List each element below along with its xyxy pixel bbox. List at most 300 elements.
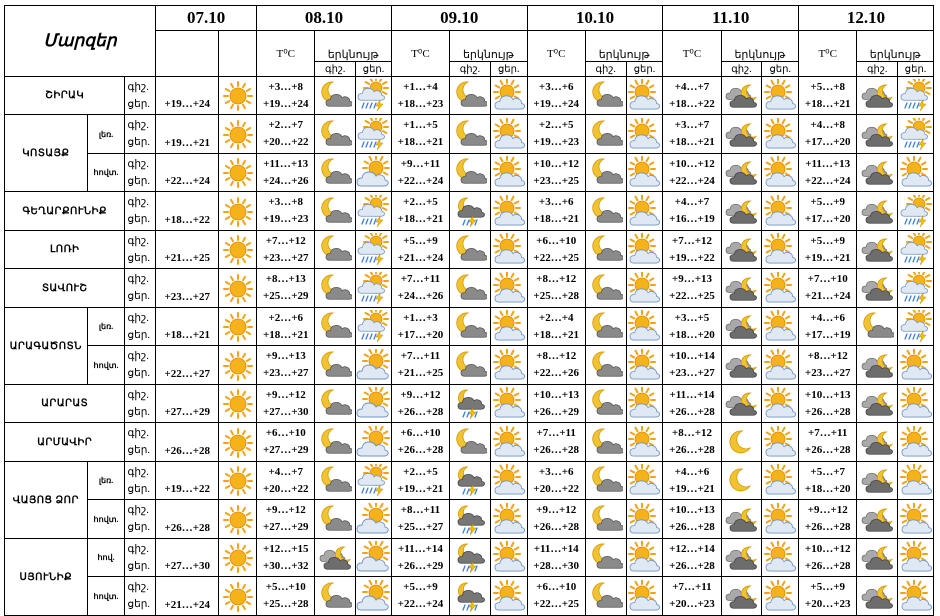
temp-range: +3…+6 +20…+22 xyxy=(527,462,585,500)
temp-range: +6…+10 +26…+28 xyxy=(391,423,449,462)
zone-label: հովտ. xyxy=(87,577,125,616)
sky-day-cell xyxy=(762,269,799,308)
sun-cloud-icon xyxy=(627,349,661,382)
sky-day-cell xyxy=(626,577,663,616)
temp-range: +11…+13 +24…+26 xyxy=(257,154,315,192)
moon-cloud-icon xyxy=(589,233,623,266)
sun-cloud-icon xyxy=(763,541,797,574)
moon-cloud-icon xyxy=(589,464,623,497)
temp-range: +2…+7 +20…+22 xyxy=(257,115,315,154)
moon-dark-cloud-icon xyxy=(724,310,758,343)
temp-range: +7…+11 +20…+23 xyxy=(663,577,721,616)
sun-cloud-rain-icon xyxy=(899,272,933,305)
sun-cloud-icon xyxy=(763,580,797,613)
sky-night-cell xyxy=(721,423,762,462)
sky-day-cell xyxy=(356,231,392,269)
sky-night-cell xyxy=(857,577,898,616)
sky-day-cell xyxy=(626,192,663,231)
moon-dark-cloud-icon xyxy=(724,387,758,420)
sun-icon xyxy=(221,310,255,343)
sun-cloud-icon xyxy=(492,580,526,613)
sky-night-cell xyxy=(450,231,491,269)
temp-range: +11…+14 +26…+28 xyxy=(663,385,721,423)
temp-header: T⁰C xyxy=(257,31,315,77)
temp-range: +9…+12 +26…+28 xyxy=(527,500,585,539)
sun-cloud-icon xyxy=(763,233,797,266)
sky-night-cell xyxy=(721,154,762,192)
sky-night-cell xyxy=(315,577,356,616)
night-header: գիշ. xyxy=(721,62,762,77)
sky-night-cell xyxy=(721,462,762,500)
moon-rain-icon xyxy=(453,387,487,420)
sky-day-cell xyxy=(898,423,934,462)
sun-big-cloud-icon xyxy=(356,541,390,574)
moon-rain-icon xyxy=(453,503,487,536)
sky-cell xyxy=(219,77,257,115)
temp-range: +9…+13 +23…+27 xyxy=(257,346,315,385)
sky-night-cell xyxy=(315,77,356,115)
zone-label: հովտ. xyxy=(87,500,125,539)
temp-range: +3…+7 +18…+21 xyxy=(663,115,721,154)
temp-range: +10…+12 +22…+24 xyxy=(663,154,721,192)
sun-cloud-icon xyxy=(899,503,933,536)
temp-range: +3…+8 +19…+24 xyxy=(257,77,315,115)
temp-range: +10…+12 +23…+25 xyxy=(527,154,585,192)
table-row xyxy=(5,500,934,539)
moon-dark-cloud-icon xyxy=(860,387,894,420)
period-labels: գիշ. ցեր. xyxy=(125,192,156,231)
sun-cloud-icon xyxy=(899,580,933,613)
sun-big-cloud-icon xyxy=(356,387,390,420)
sky-cell xyxy=(219,539,257,577)
temp-range: +5…+9 +17…+20 xyxy=(799,192,857,231)
temp-range: +27…+29 xyxy=(156,385,219,423)
forecast-table xyxy=(4,5,934,616)
moon-cloud-icon xyxy=(589,272,623,305)
temp-range: +2…+4 +18…+21 xyxy=(527,308,585,346)
sun-icon xyxy=(221,195,255,228)
sun-cloud-rain-icon xyxy=(356,233,390,266)
temp-range: +12…+14 +26…+28 xyxy=(663,539,721,577)
date-header: 08.10 xyxy=(257,6,392,31)
sky-night-cell xyxy=(315,539,356,577)
sky-cell xyxy=(219,500,257,539)
temp-range: +18…+22 xyxy=(156,192,219,231)
moon-dark-cloud-icon xyxy=(860,349,894,382)
sky-day-cell xyxy=(356,577,392,616)
region-name: ՎԱՅՈՑ ՁՈՐ xyxy=(5,462,88,539)
sun-big-cloud-icon xyxy=(356,156,390,189)
region-name: ԿՈՏԱՅՔ xyxy=(5,115,88,192)
temp-range: +7…+11 +24…+26 xyxy=(391,269,449,308)
sky-day-cell xyxy=(762,231,799,269)
moon-dark-cloud-icon xyxy=(860,464,894,497)
temp-range: +5…+9 +21…+24 xyxy=(391,231,449,269)
sky-day-cell xyxy=(626,539,663,577)
sky-night-cell xyxy=(585,269,626,308)
temp-range: +22…+27 xyxy=(156,346,219,385)
zone-label: լեռ. xyxy=(87,462,125,500)
sky-day-cell xyxy=(626,154,663,192)
sky-day-cell xyxy=(898,154,934,192)
sun-big-cloud-icon xyxy=(356,503,390,536)
sky-night-cell xyxy=(450,154,491,192)
moon-cloud-icon xyxy=(453,272,487,305)
sun-cloud-icon xyxy=(763,156,797,189)
temp-range: +5…+9 +20…+23 xyxy=(799,577,857,616)
temp-header: T⁰C xyxy=(391,31,449,77)
sky-day-cell xyxy=(356,423,392,462)
period-labels: գիշ. ցեր. xyxy=(125,154,156,192)
night-header: գիշ. xyxy=(450,62,491,77)
temp-range: +7…+12 +23…+27 xyxy=(257,231,315,269)
sky-night-cell xyxy=(450,77,491,115)
moon-dark-cloud-icon xyxy=(724,118,758,151)
sun-cloud-icon xyxy=(763,349,797,382)
temp-range: +19…+24 xyxy=(156,77,219,115)
sky-day-cell xyxy=(490,462,527,500)
sun-icon xyxy=(221,272,255,305)
temp-range: +26…+28 xyxy=(156,423,219,462)
sun-cloud-rain-icon xyxy=(356,464,390,497)
sun-big-cloud-icon xyxy=(356,580,390,613)
sun-cloud-icon xyxy=(492,503,526,536)
date-header: 10.10 xyxy=(527,6,663,31)
temp-range: +18…+21 xyxy=(156,308,219,346)
temp-range: +8…+12 +26…+28 xyxy=(663,423,721,462)
moon-cloud-icon xyxy=(453,156,487,189)
moon-dark-cloud-icon xyxy=(724,541,758,574)
sky-header: երկնույթ xyxy=(857,31,934,62)
sky-day-cell xyxy=(762,577,799,616)
moon-cloud-icon xyxy=(589,118,623,151)
sky-day-cell xyxy=(356,385,392,423)
sky-header: երկնույթ xyxy=(450,31,528,62)
sun-cloud-icon xyxy=(763,387,797,420)
moon-dark-cloud-icon xyxy=(724,195,758,228)
sun-cloud-icon xyxy=(763,118,797,151)
sky-day-cell xyxy=(626,231,663,269)
sky-day-cell xyxy=(898,269,934,308)
sun-big-cloud-icon xyxy=(356,349,390,382)
moon-cloud-icon xyxy=(318,272,352,305)
temp-range: +7…+10 +21…+24 xyxy=(799,269,857,308)
sun-cloud-icon xyxy=(627,156,661,189)
sun-icon xyxy=(221,387,255,420)
sun-cloud-icon xyxy=(763,426,797,459)
sun-cloud-icon xyxy=(627,387,661,420)
sun-cloud-icon xyxy=(627,464,661,497)
sky-header: երկնույթ xyxy=(585,31,663,62)
sky-day-cell xyxy=(898,346,934,385)
temp-range: +1…+5 +18…+21 xyxy=(391,115,449,154)
temp-range: +4…+7 +16…+19 xyxy=(663,192,721,231)
sky-cell xyxy=(219,346,257,385)
sun-cloud-rain-icon xyxy=(356,272,390,305)
moon-dark-cloud-icon xyxy=(860,272,894,305)
sky-night-cell xyxy=(315,385,356,423)
sky-cell xyxy=(219,385,257,423)
sky-day-cell xyxy=(626,462,663,500)
day-header: ցեր. xyxy=(626,62,663,77)
table-row xyxy=(5,462,934,500)
moon-dark-cloud-icon xyxy=(860,503,894,536)
moon-dark-cloud-icon xyxy=(860,79,894,112)
sky-cell xyxy=(219,269,257,308)
temp-range: +8…+12 +23…+27 xyxy=(799,346,857,385)
moon-cloud-icon xyxy=(318,464,352,497)
sun-cloud-rain-icon xyxy=(899,233,933,266)
temp-range: +21…+24 xyxy=(156,577,219,616)
sun-cloud-icon xyxy=(627,272,661,305)
moon-dark-cloud-icon xyxy=(860,195,894,228)
temp-range: +2…+6 +18…+21 xyxy=(257,308,315,346)
moon-dark-cloud-icon xyxy=(724,79,758,112)
day-header: ցեր. xyxy=(490,62,527,77)
moon-cloud-icon xyxy=(589,503,623,536)
temp-range: +4…+6 +19…+21 xyxy=(663,462,721,500)
sky-day-cell xyxy=(898,231,934,269)
sky-day-cell xyxy=(356,154,392,192)
moon-dark-cloud-icon xyxy=(724,233,758,266)
sky-day-cell xyxy=(626,385,663,423)
sky-night-cell xyxy=(721,308,762,346)
moon-dark-cloud-icon xyxy=(724,349,758,382)
sky-day-cell xyxy=(490,539,527,577)
sun-cloud-icon xyxy=(627,310,661,343)
period-labels: գիշ. ցեր. xyxy=(125,115,156,154)
sky-night-cell xyxy=(721,500,762,539)
temp-range: +10…+13 +26…+28 xyxy=(663,500,721,539)
temp-range: +9…+12 +27…+29 xyxy=(257,500,315,539)
moon-cloud-icon xyxy=(589,426,623,459)
sun-cloud-icon xyxy=(492,233,526,266)
temp-range: +4…+7 +20…+22 xyxy=(257,462,315,500)
sun-cloud-icon xyxy=(899,156,933,189)
sky-night-cell xyxy=(857,192,898,231)
sky-day-cell xyxy=(762,77,799,115)
table-row xyxy=(5,154,934,192)
night-header: գիշ. xyxy=(585,62,626,77)
temp-range: +5…+10 +25…+28 xyxy=(257,577,315,616)
sky-night-cell xyxy=(585,500,626,539)
temp-range: +11…+14 +26…+29 xyxy=(391,539,449,577)
region-name: ԱՐՄԱՎԻՐ xyxy=(5,423,125,462)
sun-cloud-icon xyxy=(763,464,797,497)
table-row xyxy=(5,308,934,346)
temp-range: +1…+3 +17…+20 xyxy=(391,308,449,346)
sky-day-cell xyxy=(898,539,934,577)
temp-range: +4…+6 +17…+19 xyxy=(799,308,857,346)
date-header: 11.10 xyxy=(663,6,799,31)
table-row xyxy=(5,77,934,115)
region-name: ԱՐԱԳԱԾՈՏՆ xyxy=(5,308,88,385)
sun-cloud-icon xyxy=(763,195,797,228)
table-row xyxy=(5,385,934,423)
sky-day-cell xyxy=(626,308,663,346)
sun-cloud-rain-icon xyxy=(899,195,933,228)
sky-night-cell xyxy=(585,115,626,154)
sky-cell xyxy=(219,462,257,500)
sun-icon xyxy=(221,156,255,189)
moon-dark-cloud-icon xyxy=(860,156,894,189)
sky-night-cell xyxy=(857,115,898,154)
sun-icon xyxy=(221,541,255,574)
sky-night-cell xyxy=(857,385,898,423)
sun-cloud-icon xyxy=(763,272,797,305)
sun-big-cloud-icon xyxy=(356,426,390,459)
table-row xyxy=(5,577,934,616)
sky-day-cell xyxy=(356,269,392,308)
moon-cloud-icon xyxy=(589,195,623,228)
moon-dark-cloud-icon xyxy=(860,233,894,266)
region-name: ԳԵՂԱՐՔՈՒՆԻՔ xyxy=(5,192,125,231)
sky-night-cell xyxy=(585,77,626,115)
zone-label: լեռ. xyxy=(87,308,125,346)
sun-icon xyxy=(221,426,255,459)
temp-range: +5…+8 +18…+21 xyxy=(799,77,857,115)
sky-night-cell xyxy=(585,577,626,616)
table-row xyxy=(5,192,934,231)
sun-cloud-icon xyxy=(627,79,661,112)
sky-day-cell xyxy=(762,385,799,423)
sky-night-cell xyxy=(585,539,626,577)
sky-night-cell xyxy=(721,115,762,154)
temp-range: +4…+8 +17…+20 xyxy=(799,115,857,154)
sky-night-cell xyxy=(450,385,491,423)
temp-range: +6…+10 +22…+25 xyxy=(527,231,585,269)
sky-night-cell xyxy=(721,77,762,115)
temp-range: +11…+13 +22…+24 xyxy=(799,154,857,192)
period-labels: գիշ. ցեր. xyxy=(125,77,156,115)
sky-day-cell xyxy=(762,154,799,192)
sky-day-cell xyxy=(490,346,527,385)
sky-night-cell xyxy=(857,308,898,346)
sun-cloud-icon xyxy=(492,426,526,459)
temp-range: +8…+12 +22…+26 xyxy=(527,346,585,385)
sky-day-cell xyxy=(626,269,663,308)
sun-cloud-icon xyxy=(627,580,661,613)
moon-dark-cloud-icon xyxy=(860,580,894,613)
sky-night-cell xyxy=(315,231,356,269)
sky-night-cell xyxy=(585,192,626,231)
temp-range: +10…+13 +26…+29 xyxy=(527,385,585,423)
sky-day-cell xyxy=(356,500,392,539)
sun-cloud-icon xyxy=(492,349,526,382)
sky-night-cell xyxy=(857,462,898,500)
moon-cloud-icon xyxy=(453,310,487,343)
sun-cloud-icon xyxy=(627,426,661,459)
temp-range: +5…+7 +18…+20 xyxy=(799,462,857,500)
sky-cell xyxy=(219,423,257,462)
sun-icon xyxy=(221,233,255,266)
temp-header: T⁰C xyxy=(663,31,721,77)
temp-range: +8…+11 +25…+27 xyxy=(391,500,449,539)
sky-day-cell xyxy=(898,500,934,539)
moon-rain-icon xyxy=(453,580,487,613)
sky-night-cell xyxy=(721,385,762,423)
temp-range: +19…+22 xyxy=(156,462,219,500)
sky-day-cell xyxy=(356,115,392,154)
sky-night-cell xyxy=(450,462,491,500)
zone-label: լեռ. xyxy=(87,115,125,154)
sky-night-cell xyxy=(585,231,626,269)
temp-range: +21…+25 xyxy=(156,231,219,269)
sun-cloud-rain-icon xyxy=(356,79,390,112)
table-row xyxy=(5,115,934,154)
sky-day-cell xyxy=(490,308,527,346)
sun-icon xyxy=(221,349,255,382)
sky-night-cell xyxy=(450,115,491,154)
temp-range: +2…+5 +19…+21 xyxy=(391,462,449,500)
sky-day-cell xyxy=(356,308,392,346)
temp-range: +2…+5 +19…+23 xyxy=(527,115,585,154)
moon-cloud-icon xyxy=(453,118,487,151)
moon-cloud-icon xyxy=(318,349,352,382)
region-name: ԱՐԱՐԱՏ xyxy=(5,385,125,423)
sky-night-cell xyxy=(721,577,762,616)
temp-range: +9…+12 +26…+28 xyxy=(391,385,449,423)
zone-label: հովտ. xyxy=(87,154,125,192)
period-labels: գիշ. ցեր. xyxy=(125,539,156,577)
temp-range: +3…+6 +19…+24 xyxy=(527,77,585,115)
table-row xyxy=(5,346,934,385)
sky-night-cell xyxy=(315,192,356,231)
moon-dark-cloud-icon xyxy=(724,503,758,536)
moon-cloud-icon xyxy=(589,541,623,574)
temp-range: +3…+8 +19…+23 xyxy=(257,192,315,231)
sky-day-cell xyxy=(626,423,663,462)
sky-header: երկնույթ xyxy=(721,31,799,62)
temp-range: +8…+13 +25…+29 xyxy=(257,269,315,308)
temp-range: +6…+10 +22…+25 xyxy=(527,577,585,616)
sky-day-cell xyxy=(898,385,934,423)
sun-cloud-rain-icon xyxy=(356,195,390,228)
period-labels: գիշ. ցեր. xyxy=(125,462,156,500)
moon-cloud-icon xyxy=(318,195,352,228)
region-name: ՇԻՐԱԿ xyxy=(5,77,125,115)
sky-day-cell xyxy=(490,231,527,269)
moon-dark-cloud-icon xyxy=(724,580,758,613)
sun-cloud-icon xyxy=(899,426,933,459)
sky-day-cell xyxy=(898,577,934,616)
moon-cloud-icon xyxy=(453,233,487,266)
sky-night-cell xyxy=(315,346,356,385)
period-labels: գիշ. ցեր. xyxy=(125,385,156,423)
sun-cloud-rain-icon xyxy=(899,118,933,151)
moon-cloud-icon xyxy=(453,349,487,382)
sky-night-cell xyxy=(857,231,898,269)
sky-day-cell xyxy=(356,77,392,115)
region-name: ՍՅՈՒՆԻՔ xyxy=(5,539,88,616)
temp-header: T⁰C xyxy=(527,31,585,77)
moon-cloud-icon xyxy=(589,310,623,343)
period-labels: գիշ. ցեր. xyxy=(125,269,156,308)
temp-range: +19…+21 xyxy=(156,115,219,154)
sky-night-cell xyxy=(315,462,356,500)
temp-range: +10…+14 +23…+27 xyxy=(663,346,721,385)
date-header: 07.10 xyxy=(156,6,257,31)
sky-day-cell xyxy=(898,192,934,231)
sky-day-cell xyxy=(490,269,527,308)
sky-day-cell xyxy=(490,577,527,616)
sky-day-cell xyxy=(762,500,799,539)
moon-cloud-icon xyxy=(318,580,352,613)
sky-night-cell xyxy=(450,539,491,577)
sun-cloud-rain-icon xyxy=(356,310,390,343)
temp-range: +7…+11 +21…+25 xyxy=(391,346,449,385)
sky-cell xyxy=(219,577,257,616)
